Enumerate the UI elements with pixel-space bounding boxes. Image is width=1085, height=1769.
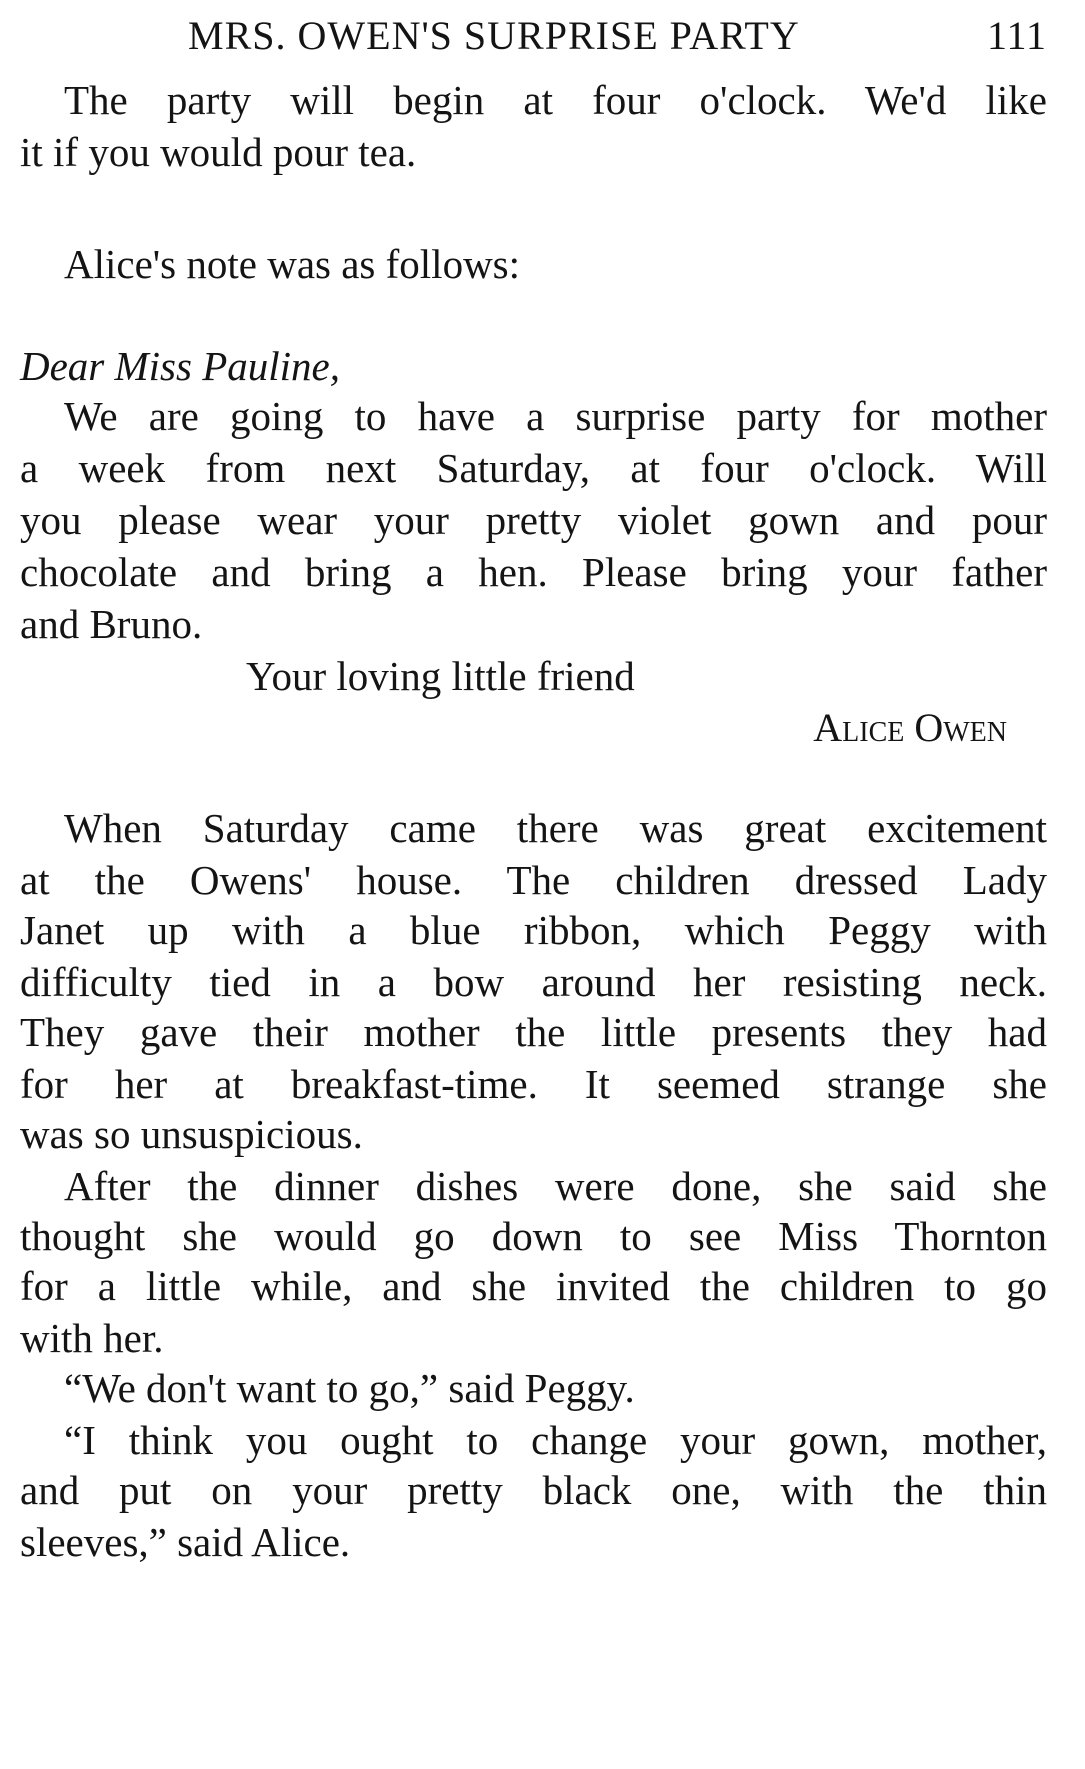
text-line: The party will begin at four o'clock. We'd like xyxy=(64,77,1047,123)
text-line: They gave their mother the little presents they had xyxy=(20,1009,1047,1055)
text-line: difficulty tied in a bow around her resisting neck. xyxy=(20,959,1047,1005)
text-line: We are going to have a surprise party for mother xyxy=(64,393,1047,439)
text-line: thought she would go down to see Miss Thornton xyxy=(20,1213,1047,1259)
text-line: for a little while, and she invited the children to go xyxy=(20,1263,1047,1309)
text-line: sleeves,” said Alice. xyxy=(20,1519,351,1565)
text-line: at the Owens' house. The children dressed Lady xyxy=(20,857,1047,903)
text-line: and Bruno. xyxy=(20,601,203,647)
text-line: and put on your pretty black one, with the thin xyxy=(20,1467,1047,1513)
text-line: When Saturday came there was great excitement xyxy=(64,805,1047,851)
text-line: it if you would pour tea. xyxy=(20,129,417,175)
text-line: Janet up with a blue ribbon, which Peggy with xyxy=(20,907,1047,953)
text-line: After the dinner dishes were done, she said she xyxy=(64,1163,1047,1209)
running-title: MRS. OWEN'S SURPRISE PARTY xyxy=(188,13,800,58)
letter-closing: Your loving little friend xyxy=(246,653,635,699)
page-number: 111 xyxy=(986,13,1047,58)
text-line: for her at breakfast-time. It seemed strange she xyxy=(20,1061,1047,1107)
dialogue-line: “We don't want to go,” said Peggy. xyxy=(64,1365,635,1411)
page-header xyxy=(0,12,1085,64)
text-line: chocolate and bring a hen. Please bring your father xyxy=(20,549,1047,595)
text-line: was so unsuspicious. xyxy=(20,1111,363,1157)
letter-salutation: Dear Miss Pauline, xyxy=(20,343,340,389)
text-line: with her. xyxy=(20,1315,164,1361)
dialogue-line: “I think you ought to change your gown, mother, xyxy=(64,1417,1047,1463)
text-line: a week from next Saturday, at four o'clock. Will xyxy=(20,445,1047,491)
text-line: you please wear your pretty violet gown and pour xyxy=(20,497,1047,543)
text-line: Alice's note was as follows: xyxy=(64,241,521,287)
letter-signature: Alice Owen xyxy=(813,705,1007,750)
